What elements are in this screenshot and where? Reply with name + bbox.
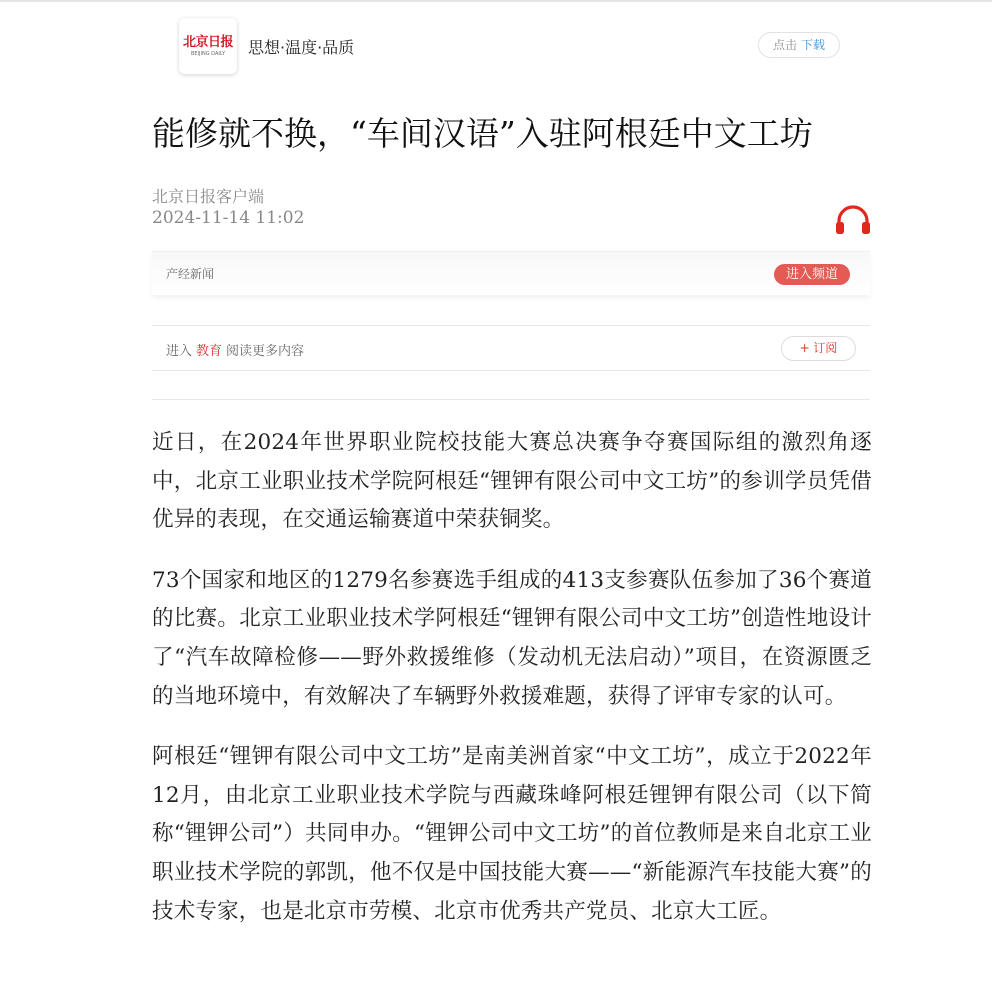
- slogan: 思想·温度·品质: [248, 38, 355, 57]
- download-label: 下载: [801, 38, 826, 52]
- subscribe-bar: [152, 325, 870, 371]
- app-header: [152, 18, 842, 74]
- subscribe-suffix: 阅读更多内容: [226, 344, 305, 359]
- subscribe-button[interactable]: + 订阅: [781, 336, 856, 361]
- logo-text: 北京日报: [182, 34, 233, 50]
- download-button[interactable]: [758, 32, 840, 58]
- beijing-daily-logo[interactable]: [179, 18, 237, 74]
- subscribe-prefix: 进入: [166, 344, 193, 359]
- download-prefix: 点击: [772, 38, 797, 52]
- logo-subtext: BEIJING DAILY: [190, 50, 226, 57]
- top-border: [0, 0, 992, 2]
- enter-channel-button[interactable]: 进入频道: [774, 264, 850, 285]
- article-title: 能修就不换，“车间汉语”入驻阿根廷中文工坊: [152, 114, 813, 153]
- article-paragraph: 近日，在2024年世界职业院校技能大赛总决赛争夺赛国际组的激烈角逐中，北京工业职业技术学院阿根廷“锂钾有限公司中文工坊”的参训学员凭借优异的表现，在交通运输赛道中荣获铜奖。: [152, 430, 872, 533]
- article-body: [152, 424, 872, 953]
- subscribe-text: [166, 340, 304, 359]
- section-divider: [152, 399, 870, 400]
- article-paragraph: 阿根廷“锂钾有限公司中文工坊”是南美洲首家“中文工坊”，成立于2022年12月，由北京工业职业技术学院与西藏珠峰阿根廷锂钾有限公司（以下简称“锂钾公司”）共同申办。“锂钾公司中文工坊”的首位教师是来自北京工业职业技术学院的郭凯，他不仅是中国技能大赛——“新能源汽车技能大赛”的技术专家，也是北京市劳模、北京市优秀共产党员、北京大工匠。: [152, 744, 872, 924]
- headphones-icon[interactable]: [834, 205, 872, 235]
- channel-name: 产经新闻: [166, 267, 215, 281]
- article-source: 北京日报客户端: [152, 187, 265, 206]
- publish-datetime: 2024-11-14 11:02: [152, 208, 305, 228]
- category-link[interactable]: 教育: [196, 344, 223, 359]
- article-paragraph: 73个国家和地区的1279名参赛选手组成的413支参赛队伍参加了36个赛道的比赛。北京工业职业技术学阿根廷“锂钾有限公司中文工坊”创造性地设计了“汽车故障检修——野外救援维修（发动机无法启动）”项目，在资源匮乏的当地环境中，有效解决了车辆野外救援难题，获得了评审专家的认可。: [152, 567, 872, 709]
- channel-bar: [152, 251, 870, 295]
